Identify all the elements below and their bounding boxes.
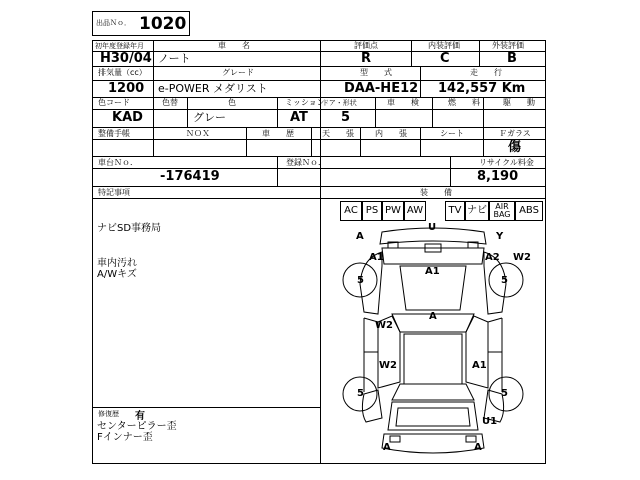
equipment-ps: PS bbox=[362, 201, 382, 221]
mileage-label: 走 行 bbox=[470, 68, 502, 77]
fuel-label: 燃 料 bbox=[448, 98, 480, 107]
damage-mark-rear-bumper-left: A bbox=[383, 442, 391, 453]
equipment-pw: PW bbox=[382, 201, 404, 221]
damage-mark-front-left-wheel: 5 bbox=[357, 275, 364, 286]
notes-line-3: A/Wキズ bbox=[97, 269, 137, 280]
damage-mark-left-rear-door: W2 bbox=[379, 360, 397, 371]
car-name-value: ノート bbox=[158, 52, 191, 65]
damage-mark-rear-bumper-right: A bbox=[474, 442, 482, 453]
damage-mark-right-fender: A2 bbox=[485, 252, 500, 263]
equipment-aw: AW bbox=[404, 201, 426, 221]
damage-mark-rear-left-wheel: 5 bbox=[357, 388, 364, 399]
interior-label: 内装評価 bbox=[428, 41, 460, 50]
damage-mark-front-bumper: U bbox=[428, 222, 437, 233]
reg-no-label: 登録Ｎｏ． bbox=[286, 158, 326, 167]
reg-date-label: 初年度登録年月 bbox=[95, 42, 144, 50]
damage-mark-hood: A1 bbox=[425, 266, 440, 277]
chassis-label: 車台Ｎｏ． bbox=[98, 158, 138, 167]
chassis-value: -176419 bbox=[160, 169, 220, 184]
car-name-label: 車 名 bbox=[218, 41, 250, 50]
vehicle-inspection-label: 車 検 bbox=[387, 98, 419, 107]
displacement-value: 1200 bbox=[108, 81, 145, 96]
seat-label: シート bbox=[440, 129, 464, 138]
color-value: グレー bbox=[193, 111, 226, 124]
damage-mark-left-fender: A1 bbox=[369, 252, 384, 263]
maintenance-label: 整備手帳 bbox=[98, 129, 130, 138]
sunroof-label: 天 張 bbox=[322, 129, 354, 138]
damage-mark-front-right: Y bbox=[496, 231, 504, 242]
repair-line-2: Fインナー歪 bbox=[97, 432, 153, 443]
recycle-value: 8,190 bbox=[477, 169, 519, 184]
damage-mark-front-left: A bbox=[356, 231, 364, 242]
color-type-label: 色替 bbox=[162, 98, 178, 107]
equipment-abs: ABS bbox=[515, 201, 543, 221]
doors-value: 5 bbox=[341, 110, 351, 125]
lot-number-value: 1020 bbox=[139, 14, 187, 34]
displacement-label: 排気量（cc） bbox=[98, 68, 147, 77]
damage-mark-right-fender-2: W2 bbox=[513, 252, 531, 263]
transmission-value: AT bbox=[290, 110, 308, 125]
exterior-label: 外装評価 bbox=[492, 41, 524, 50]
model-value: DAA-HE12 bbox=[344, 81, 419, 96]
score-label: 評価点 bbox=[354, 41, 378, 50]
model-label: 型 式 bbox=[360, 68, 392, 77]
equipment-navi: ナビ bbox=[465, 201, 489, 221]
color-label: 色 bbox=[228, 98, 236, 107]
equipment-airbag: AIR BAG bbox=[489, 201, 515, 221]
drive-label: 駆 動 bbox=[503, 98, 535, 107]
damage-mark-right-rear-door: A1 bbox=[472, 360, 487, 371]
notes-label: 特記事項 bbox=[98, 188, 130, 197]
doors-label: ドア・形状 bbox=[322, 99, 357, 107]
interior-trim-label: 内 張 bbox=[375, 129, 407, 138]
damage-mark-front-right-wheel: 5 bbox=[501, 275, 508, 286]
front-glass-label: Ｆガラス bbox=[499, 129, 531, 138]
interior-value: C bbox=[440, 51, 450, 66]
history-label: 車 歴 bbox=[262, 129, 294, 138]
nox-label: ＮＯＸ bbox=[186, 129, 210, 138]
color-code-label: 色コード bbox=[98, 98, 130, 107]
repair-line-1: センターピラー歪 bbox=[97, 421, 177, 432]
front-glass-value: 傷 bbox=[508, 140, 522, 155]
score-value: R bbox=[361, 51, 372, 66]
damage-mark-rear-right-wheel: 5 bbox=[501, 388, 508, 399]
equipment-label: 装 備 bbox=[420, 188, 452, 197]
notes-line-2: 車内汚れ bbox=[97, 258, 137, 269]
transmission-label: ミッション bbox=[285, 98, 325, 107]
notes-line-1: ナビSD事務局 bbox=[97, 223, 162, 234]
recycle-label: リサイクル料金 bbox=[479, 158, 534, 167]
lot-number-label: 出品Ｎｏ． bbox=[96, 19, 131, 27]
reg-date-value: H30/04 bbox=[100, 51, 152, 66]
grade-label: グレード bbox=[222, 68, 254, 77]
equipment-ac: AC bbox=[340, 201, 362, 221]
color-code-value: KAD bbox=[112, 110, 143, 125]
grade-value: e-POWER メダリスト bbox=[158, 82, 268, 95]
exterior-value: B bbox=[507, 51, 517, 66]
mileage-value: 142,557 Km bbox=[438, 81, 526, 96]
damage-mark-rear-right: U1 bbox=[482, 416, 498, 427]
repair-history-label: 修復歴 bbox=[98, 410, 119, 418]
damage-mark-roof: A bbox=[429, 311, 437, 322]
lot-number-box bbox=[92, 11, 190, 36]
repair-history-value: 有 bbox=[135, 411, 145, 422]
equipment-tv: TV bbox=[445, 201, 465, 221]
damage-mark-left-front-door: W2 bbox=[375, 320, 393, 331]
